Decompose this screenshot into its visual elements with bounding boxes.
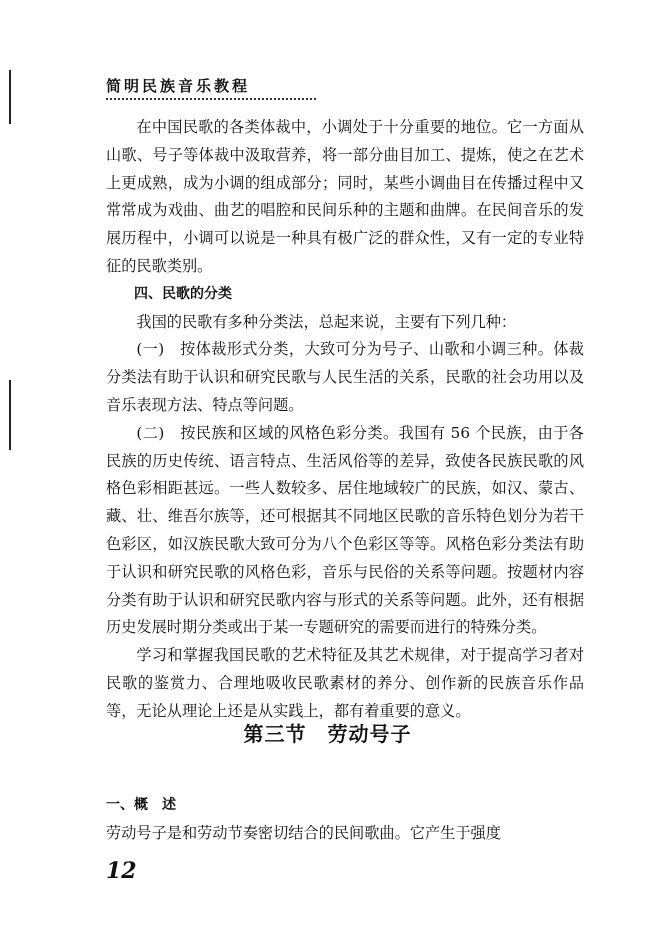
header-dotted-rule [106, 98, 316, 100]
subheading-overview: 一、概 述 [106, 797, 176, 813]
paragraph-significance: 学习和掌握我国民歌的艺术特征及其艺术规律，对于提高学习者对民歌的鉴赏力、合理地吸收民歌素材的养分、创作新的民族音乐作品等，无论从理论上还是从实践上，都有着重要的意义。 [106, 646, 584, 720]
margin-mark-top [9, 70, 11, 124]
running-head: 简明民族音乐教程 [106, 77, 251, 95]
paragraph-work-songs-start: 劳动号子是和劳动节奏密切结合的民间歌曲。它产生于强度 [106, 824, 501, 842]
page-number: 12 [106, 858, 137, 884]
heading-classification: 四、民歌的分类 [134, 285, 232, 302]
paragraph-intro-methods: 我国的民歌有多种分类法，总起来说，主要有下列几种： [136, 312, 517, 331]
paragraph-method-1: (一) 按体裁形式分类，大致可分为号子、山歌和小调三种。体裁分类法有助于认识和研究民歌与人民生活的关系，民歌的社会功用以及音乐表现方法、特点等问题。 [106, 340, 584, 414]
section-title: 第三节 劳动号子 [243, 722, 412, 746]
paragraph-minor-tunes: 在中国民歌的各类体裁中，小调处于十分重要的地位。它一方面从山歌、号子等体裁中汲取营养，将一部分曲目加工、提炼，使之在艺术上更成熟，成为小调的组成部分；同时，某些小调曲目在传播过程中又常常成为戏曲、曲艺的唱腔和民间乐种的主题和曲牌。在民间音乐的发展历程中，小调可以说是一种具有极广泛的群众性，又有一定的专业特征的民歌类别。 [106, 118, 584, 275]
body-text [106, 114, 584, 726]
paragraph-method-2: (二) 按民族和区域的风格色彩分类。我国有 56 个民族，由于各民族的历史传统、语言特点、生活风俗等的差异，致使各民族民歌的风格色彩相距甚远。一些人数较多、居住地域较广的民族，如汉、蒙古、藏、壮、维吾尔族等，还可根据其不同地区民歌的音乐特色划分为若干色彩区，如汉族民歌大致可分为八个色彩区等等。风格色彩分类法有助于认识和研究民歌的风格色彩，音乐与民俗的关系等问题。按题材内容分类有助于认识和研究民歌内容与形式的关系等问题。此外，还有根据历史发展时期分类或出于某一专题研究的需要而进行的特殊分类。 [106, 423, 584, 637]
margin-mark-bottom [9, 380, 11, 450]
